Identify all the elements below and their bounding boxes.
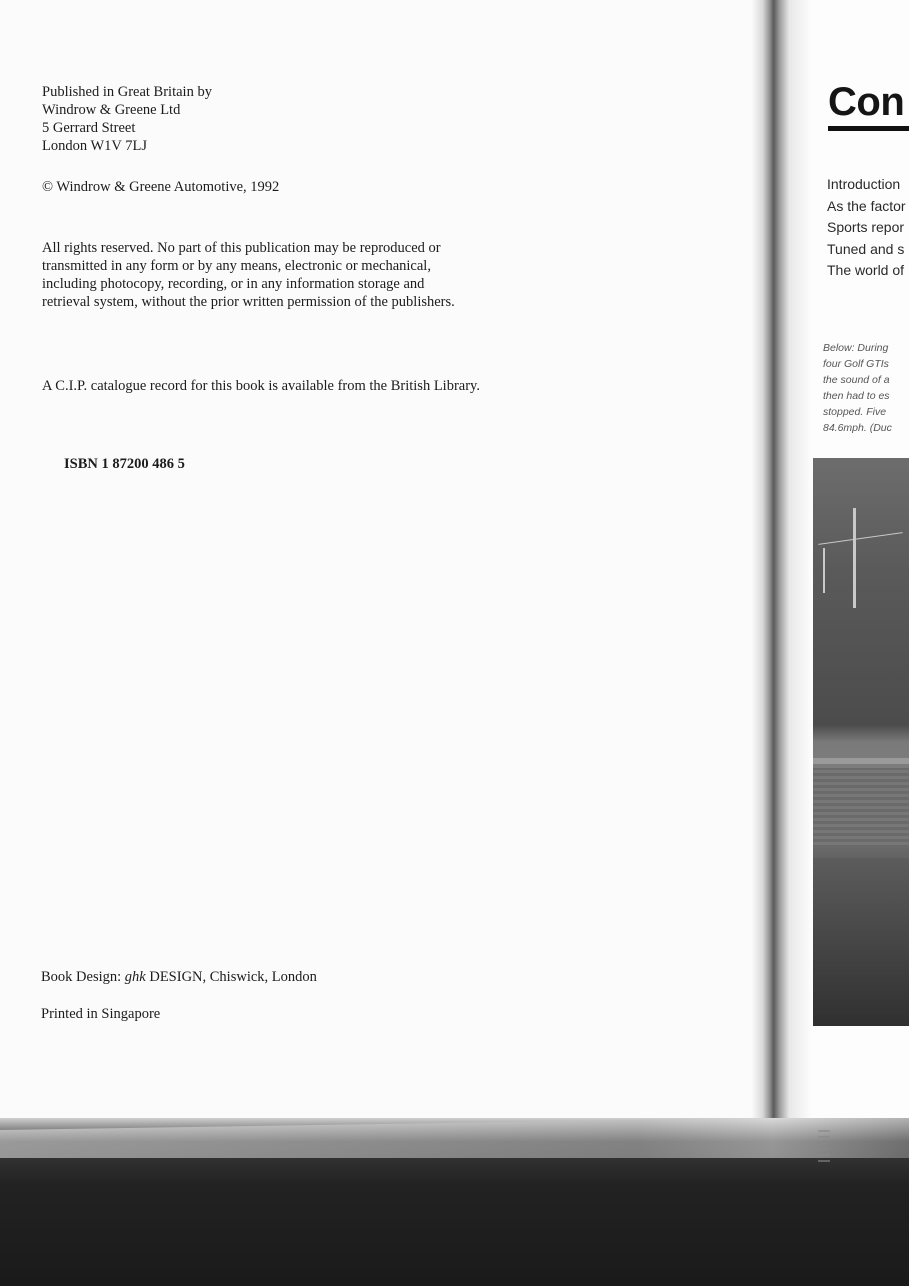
book-design-ghk: ghk <box>124 969 146 985</box>
publisher-line: Windrow & Greene Ltd <box>42 102 181 118</box>
rights-line: retrieval system, without the prior written permission of the publishers. <box>42 294 455 310</box>
toc-item: As the factor <box>827 197 906 214</box>
contents-title: Con <box>828 80 905 124</box>
toc-item: Tuned and s <box>827 240 905 257</box>
book-gutter <box>752 0 812 1130</box>
publisher-line: Published in Great Britain by <box>42 84 212 100</box>
publisher-block <box>42 83 212 155</box>
copyright-line: © Windrow & Greene Automotive, 1992 <box>42 179 280 195</box>
track-surface <box>813 858 909 1026</box>
book-design-rest: DESIGN, Chiswick, London <box>145 969 317 985</box>
rights-line: transmitted in any form or by any means, electronic or mechanical, <box>42 258 431 274</box>
caption-line: the sound of a <box>823 374 890 386</box>
toc-item: Sports repor <box>827 219 905 235</box>
race-photo <box>813 458 909 1026</box>
grass-verge <box>813 768 909 848</box>
toc-item: Introduction <box>827 176 901 192</box>
rights-notice <box>42 239 455 311</box>
caption-line: stopped. Five <box>823 406 887 418</box>
caption-line: Below: During <box>823 342 889 354</box>
publisher-line: London W1V 7LJ <box>42 138 147 154</box>
book-design-label: Book Design: <box>41 969 125 985</box>
rights-line: All rights reserved. No part of this publication may be reproduced or <box>42 240 441 256</box>
cip-notice: A C.I.P. catalogue record for this book is available from the British Library. <box>42 378 480 394</box>
isbn: ISBN 1 87200 486 5 <box>64 456 185 472</box>
caption-line: four Golf GTIs <box>823 358 889 370</box>
book-design-credit <box>41 968 317 986</box>
printed-in: Printed in Singapore <box>41 1006 161 1022</box>
publisher-line: 5 Gerrard Street <box>42 120 136 136</box>
caption-line: 84.6mph. (Duc <box>823 422 892 434</box>
photo-caption <box>823 340 892 436</box>
table-of-contents <box>827 174 906 282</box>
toc-item: The world of <box>827 262 905 278</box>
scan-shadow <box>0 1118 909 1286</box>
fence-post <box>853 508 856 608</box>
rights-line: including photocopy, recording, or in any information storage and <box>42 276 425 292</box>
spine-marks <box>818 1128 830 1162</box>
fence-wire <box>818 532 902 545</box>
road-edge <box>813 758 909 764</box>
fence-post <box>823 548 825 593</box>
caption-line: then had to es <box>823 390 890 402</box>
title-underline <box>828 126 909 131</box>
